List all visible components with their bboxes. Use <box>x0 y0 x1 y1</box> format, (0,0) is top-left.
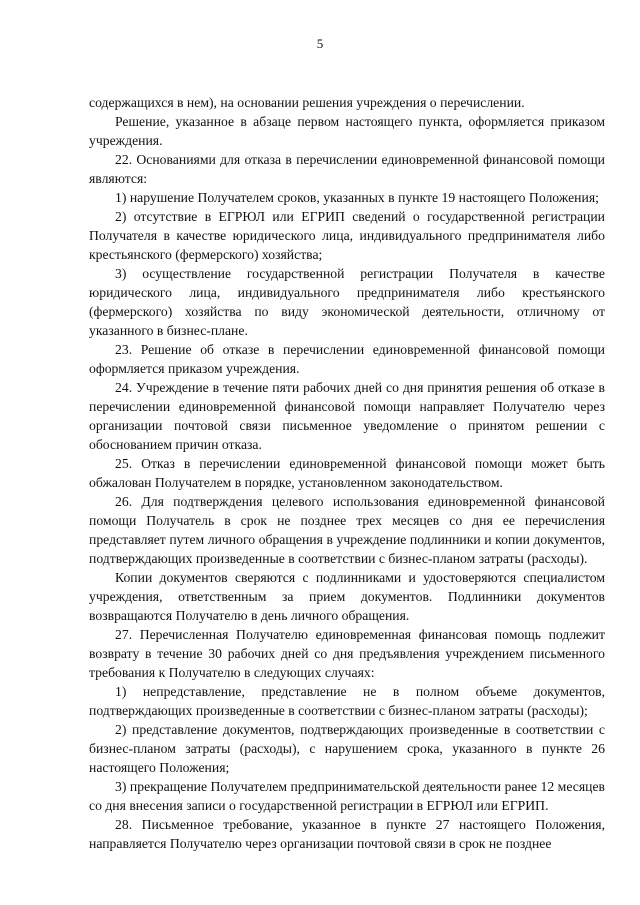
paragraph-item-28: 28. Письменное требование, указанное в пункте 27 настоящего Положения, направляется Получателю через организации почтовой связи в срок не позднее <box>89 817 605 851</box>
document-body <box>89 93 605 853</box>
paragraph-item-22-sub-1: 1) нарушение Получателем сроков, указанных в пункте 19 настоящего Положения; <box>115 190 599 205</box>
paragraph-item-27-sub-3: 3) прекращение Получателем предпринимательской деятельности ранее 12 месяцев со дня внесения записи о государственной регистрации в ЕГРЮЛ или ЕГРИП. <box>89 779 605 813</box>
paragraph-item-27-sub-2: 2) представление документов, подтверждающих произведенные в соответствии с бизнес-планом затраты (расходы), с нарушением срока, указанного в пункте 26 настоящего Положения; <box>89 722 605 775</box>
paragraph-item-22-sub-3: 3) осуществление государственной регистрации Получателя в качестве юридического лица, индивидуального предпринимателя либо крестьянского (фермерского) хозяйства по виду экономической деятельности, отличному от указанного в бизнес-плане. <box>89 266 605 338</box>
paragraph-decision-order: Решение, указанное в абзаце первом настоящего пункта, оформляется приказом учреждения. <box>89 114 605 148</box>
paragraph-item-25: 25. Отказ в перечислении единовременной финансовой помощи может быть обжалован Получателем в порядке, установленном законодательством. <box>89 456 605 490</box>
paragraph-item-24: 24. Учреждение в течение пяти рабочих дней со дня принятия решения об отказе в перечислении единовременной финансовой помощи направляет Получателю через организации почтовой связи письменное уведомление о принятом решении с обоснованием причин отказа. <box>89 380 605 452</box>
paragraph-item-23: 23. Решение об отказе в перечислении единовременной финансовой помощи оформляется приказом учреждения. <box>89 342 605 376</box>
paragraph-item-27-sub-1: 1) непредставление, представление не в полном объеме документов, подтверждающих произведенные в соответствии с бизнес-планом затраты (расходы); <box>89 684 605 718</box>
paragraph-item-26-copies: Копии документов сверяются с подлинниками и удостоверяются специалистом учреждения, ответственным за прием документов. Подлинники документов возвращаются Получателю в день личного обращения. <box>89 570 605 623</box>
paragraph-item-26: 26. Для подтверждения целевого использования единовременной финансовой помощи Получатель в срок не позднее трех месяцев со дня ее перечисления представляет путем личного обращения в учреждение подлинники и копии документов, подтверждающих произведенные в соответствии с бизнес-планом затраты (расходы). <box>89 494 605 566</box>
paragraph-item-22-sub-2: 2) отсутствие в ЕГРЮЛ или ЕГРИП сведений о государственной регистрации Получателя в качестве юридического лица, индивидуального предпринимателя либо крестьянского (фермерского) хозяйства; <box>89 209 605 262</box>
paragraph-item-27: 27. Перечисленная Получателю единовременная финансовая помощь подлежит возврату в течение 30 рабочих дней со дня предъявления учреждением письменного требования к Получателю в следующих случаях: <box>89 627 605 680</box>
page-number: 5 <box>316 36 324 51</box>
paragraph-item-22: 22. Основаниями для отказа в перечислении единовременной финансовой помощи являются: <box>89 152 605 186</box>
paragraph-continuation: содержащихся в нем), на основании решения учреждения о перечислении. <box>89 95 525 110</box>
